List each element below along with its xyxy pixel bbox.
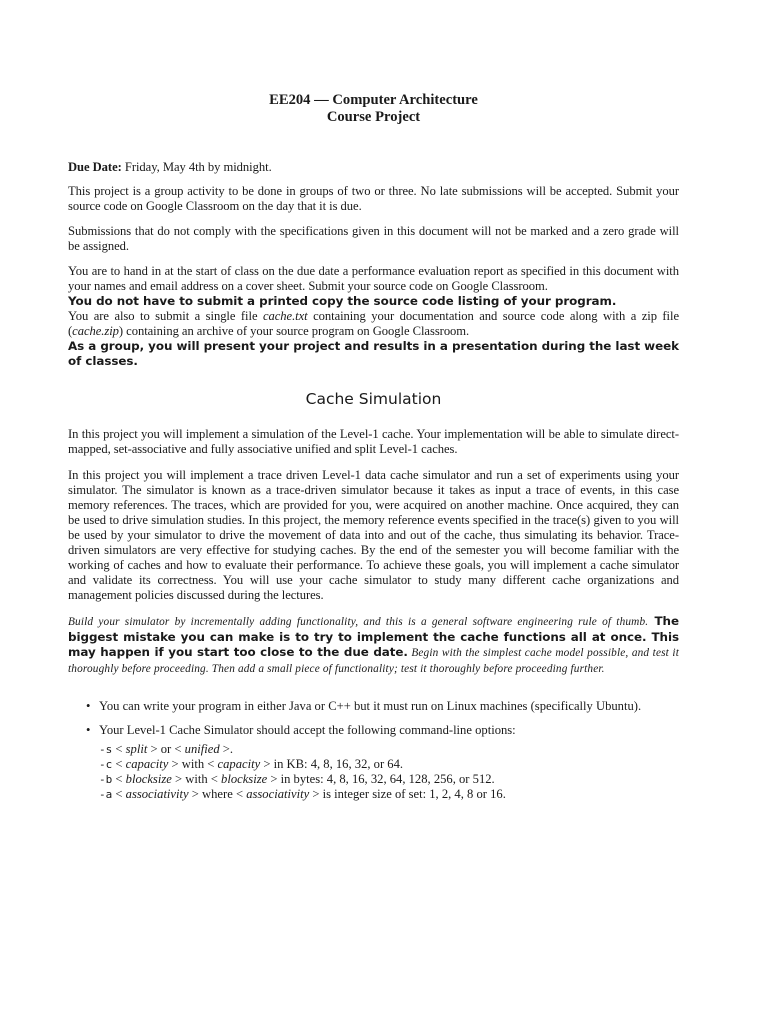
submit-file-text-1: You are also to submit a single file	[68, 309, 263, 323]
option-text: > where <	[188, 787, 247, 801]
requirements-list	[68, 699, 679, 802]
presentation-note: As a group, you will present your project and results in a presentation during the last week of classes.	[68, 339, 679, 368]
option-text: <	[112, 742, 126, 756]
option-line-capacity	[99, 757, 679, 772]
option-arg: capacity	[217, 757, 261, 771]
option-text: > is integer size of set: 1, 2, 4, 8 or 16.	[309, 787, 506, 801]
cache-txt-filename: cache.txt	[262, 309, 308, 323]
option-arg: associativity	[125, 787, 189, 801]
option-arg: capacity	[125, 757, 169, 771]
option-arg: associativity	[246, 787, 310, 801]
list-item	[68, 699, 679, 714]
intro-paragraph-2: Submissions that do not comply with the specifications given in this document will not be marked and a zero grade will be assigned.	[68, 224, 679, 253]
option-line-split	[99, 742, 679, 757]
advice-bold: The biggest mistake you can make is to try to implement the cache functions all at once. This may happen if you start too close to the due date.	[68, 614, 679, 659]
document-page	[68, 92, 679, 802]
option-text: > with <	[168, 757, 218, 771]
options-block	[99, 742, 679, 802]
option-arg: split	[125, 742, 148, 756]
section-heading: Cache Simulation	[305, 390, 442, 408]
section-paragraph-1: In this project you will implement a simulation of the Level-1 cache. Your implementation will be able to simulate direct-mapped, set-associative and fully associative unified and split Level-1 caches.	[68, 427, 679, 456]
option-flag: -c	[99, 758, 113, 771]
section-paragraph-2: In this project you will implement a trace driven Level-1 data cache simulator and run a set of experiments using your simulator. The simulator is known as a trace-driven simulator because it takes as input a trace of events, in this case memory references. The traces, which are provided for you, were acquired on another machine. Once acquired, they can be used to drive simulation studies. In this project, the memory reference events specified in the trace(s) given to you will be used by your simulator to drive the movement of data into and out of the cache, thus simulating its behavior. Trace-driven simulators are very effective for studying caches. By the end of the semester you will become familiar with the working of caches and how to evaluate their performance. To achieve these goals, you will implement a cache simulator and validate its correctness. You will use your cache simulator to study many different cache organizations and management policies discussed during the lectures.	[68, 468, 679, 602]
advice-italic-2: Begin with the simplest cache model possible, and test it thoroughly before proceeding. Then add a small piece of functionality; test it thoroughly before proceeding further.	[68, 647, 679, 675]
option-arg: blocksize	[125, 772, 172, 786]
advice-italic-1: Build your simulator by incrementally adding functionality, and this is a general software engineering rule of thumb.	[68, 616, 649, 628]
due-date-line	[68, 160, 679, 175]
handin-text: You are to hand in at the start of class on the due date a performance evaluation report as specified in this document with your names and email address on a cover sheet. Submit your source code on Google Classroom.	[68, 264, 679, 293]
option-text: > with <	[171, 772, 222, 786]
option-flag: -a	[99, 788, 113, 801]
option-text: > or <	[147, 742, 185, 756]
course-title: EE204 — Computer Architecture	[269, 92, 478, 108]
option-line-blocksize	[99, 772, 679, 787]
project-subtitle: Course Project	[326, 109, 421, 125]
advice-paragraph	[68, 614, 679, 677]
intro-paragraph-3	[68, 264, 679, 369]
option-text: <	[112, 757, 126, 771]
intro-paragraph-1: This project is a group activity to be done in groups of two or three. No late submissions will be accepted. Submit your source code on Google Classroom on the day that it is due.	[68, 184, 679, 213]
language-requirement: You can write your program in either Java or C++ but it must run on Linux machines (specifically Ubuntu).	[99, 699, 642, 713]
submit-file-text-3: ) containing an archive of your source program on Google Classroom.	[118, 324, 470, 338]
options-intro: Your Level-1 Cache Simulator should accept the following command-line options:	[99, 723, 516, 737]
option-text: > in bytes: 4, 8, 16, 32, 64, 128, 256, or 512.	[267, 772, 495, 786]
title-block	[68, 92, 679, 126]
list-item	[68, 723, 679, 802]
option-flag: -s	[99, 743, 113, 756]
option-arg: blocksize	[221, 772, 268, 786]
option-arg: unified	[184, 742, 220, 756]
option-text: > in KB: 4, 8, 16, 32, or 64.	[260, 757, 404, 771]
option-text: <	[112, 772, 126, 786]
submit-file-text-2: containing your documentation and source code along with a zip file (	[68, 309, 679, 338]
option-line-associativity	[99, 787, 679, 802]
option-flag: -b	[99, 773, 113, 786]
due-date-text: Friday, May 4th by midnight.	[121, 160, 272, 174]
no-printed-copy-note: You do not have to submit a printed copy the source code listing of your program.	[68, 294, 617, 308]
due-date-label: Due Date:	[68, 160, 122, 174]
option-text: >.	[219, 742, 234, 756]
cache-zip-filename: cache.zip	[72, 324, 119, 338]
option-text: <	[112, 787, 126, 801]
